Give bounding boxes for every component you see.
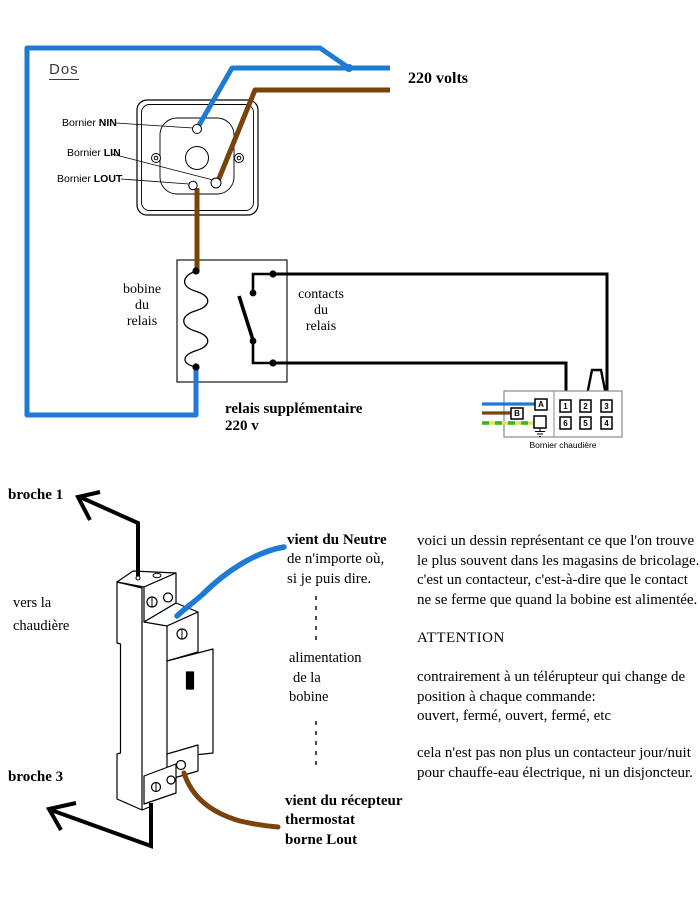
terminal-a-label: A <box>538 400 544 409</box>
contacts-label: contacts du relais <box>298 287 344 335</box>
note-paragraph-3: cela n'est pas non plus un contacteur jour/nuit pour chauffe-eau électrique, ni un disjoncteur. <box>417 745 693 781</box>
recepteur-label: vient du récepteur thermostat borne Lout <box>285 793 403 848</box>
broche3-arrow <box>49 803 151 846</box>
broche1-arrow <box>78 492 138 576</box>
terminal-3-label: 3 <box>604 402 609 411</box>
terminal-2-label: 2 <box>583 402 588 411</box>
alimentation-label: alimentation de la bobine <box>289 650 362 706</box>
bornier-lin-label: Bornier LIN <box>67 147 121 159</box>
brown-thermostat-wire-bottom <box>184 773 278 827</box>
relay-caption: relais supplémentaire 220 v <box>225 401 363 435</box>
broche3-label: broche 3 <box>8 769 64 785</box>
module-marking <box>187 672 194 689</box>
bornier-nin-label: Bornier NIN <box>62 117 117 129</box>
neutre-label: vient du Neutre de n'importe où, si je puis dire. <box>287 532 387 587</box>
broche1-label: broche 1 <box>8 487 64 503</box>
attention-heading: ATTENTION <box>417 630 505 646</box>
bornier-lout-label: Bornier LOUT <box>57 173 123 185</box>
terminal-1-label: 1 <box>563 402 568 411</box>
terminal-5-label: 5 <box>583 419 588 428</box>
vers-chaudiere-label: vers la chaudière <box>13 595 70 634</box>
note-paragraph-1: voici un dessin représentant ce que l'on trouve le plus souvent dans les magasins de bricolage. c'est un contacteur, c'est-à-dire que le contact ne se ferme que quand la bobine est alimentée. <box>417 533 700 608</box>
note-paragraph-2: contrairement à un télérupteur qui change de position à chaque commande: ouvert, fermé, ouvert, fermé, etc <box>417 669 686 724</box>
terminal-4-label: 4 <box>604 419 609 428</box>
terminal-b-label: B <box>514 409 520 418</box>
blue-wire-junction-dot <box>345 64 353 72</box>
terminal-6-label: 6 <box>563 419 568 428</box>
blue-neutral-wire-bottom <box>177 547 284 616</box>
boiler-block-caption: Bornier chaudière <box>529 440 597 450</box>
contactor-module-drawing <box>117 571 213 810</box>
boiler-terminal-block <box>482 391 622 437</box>
dos-label: Dos <box>49 61 79 80</box>
voltage-label: 220 volts <box>408 70 468 87</box>
coil-label: bobine du relais <box>122 282 162 330</box>
